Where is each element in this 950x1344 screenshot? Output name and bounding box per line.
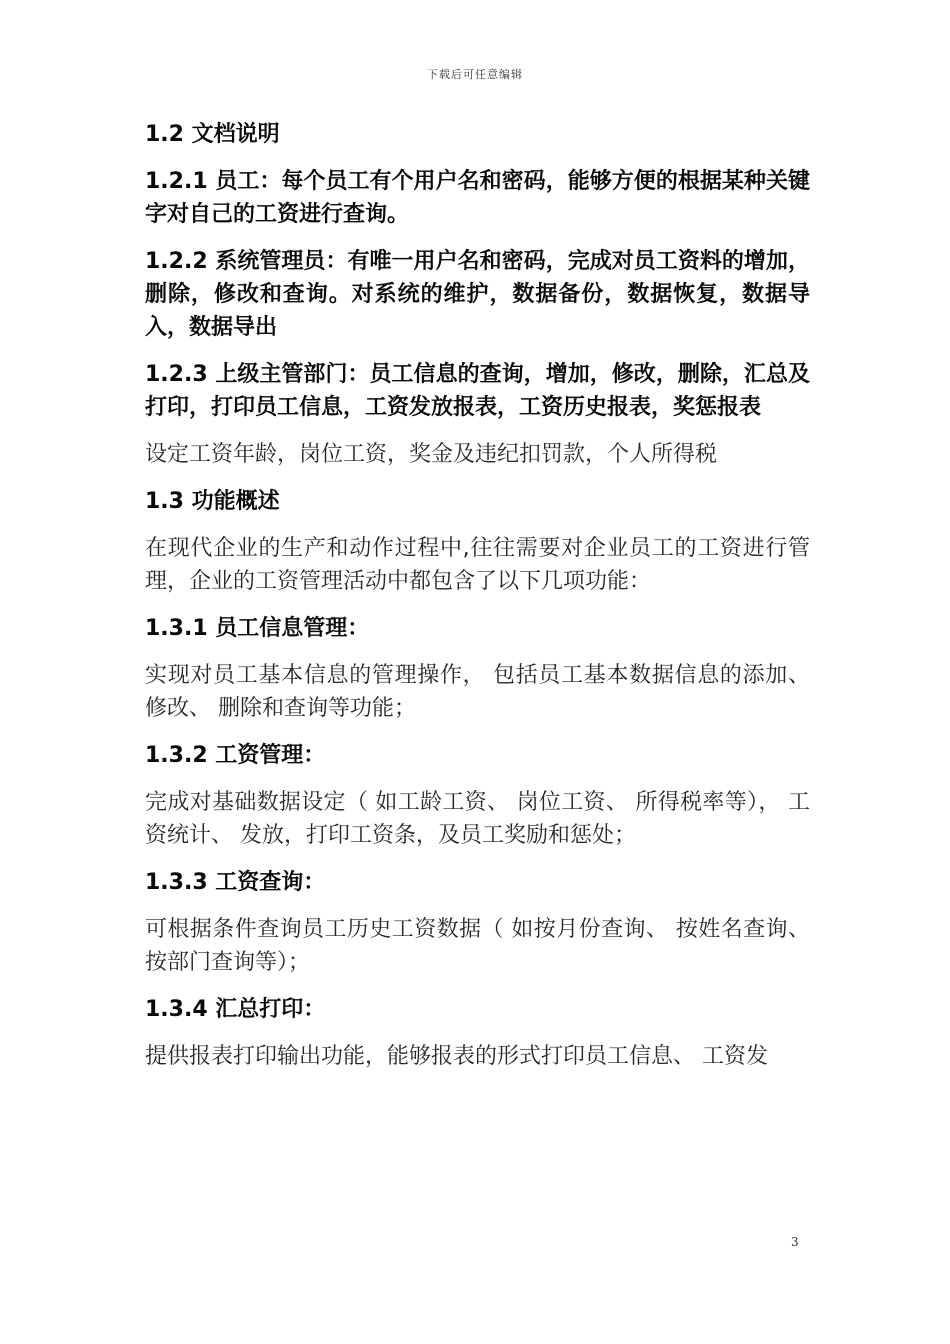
subheading-1-3-3: 1.3.3 工资查询： — [145, 870, 326, 895]
paragraph-summary-print: 提供报表打印输出功能，能够报表的形式打印员工信息、 工资发 — [145, 1044, 768, 1069]
paragraph-salary-query: 可根据条件查询员工历史工资数据（ 如按月份查询、 按姓名查询、 按部门查询等）； — [145, 917, 810, 975]
subheading-1-3-4: 1.3.4 汇总打印： — [145, 997, 326, 1022]
subheading-1-3-1: 1.3.1 员工信息管理： — [145, 616, 370, 641]
paragraph-salary-settings: 设定工资年龄，岗位工资，奖金及违纪扣罚款，个人所得税 — [145, 442, 718, 467]
paragraph-employee-info: 实现对员工基本信息的管理操作， 包括员工基本数据信息的添加、 修改、 删除和查询等功能； — [145, 663, 810, 721]
section-heading-1-3: 1.3 功能概述 — [145, 489, 280, 514]
page-number: 3 — [791, 1235, 799, 1249]
paragraph-1-2-2: 1.2.2 系统管理员：有唯一用户名和密码，完成对员工资料的增加，删除，修改和查询。对系统的维护，数据备份，数据恢复，数据导入，数据导出 — [145, 249, 810, 340]
subheading-1-3-2: 1.3.2 工资管理： — [145, 743, 326, 768]
paragraph-1-2-1: 1.2.1 员工：每个员工有个用户名和密码，能够方便的根据某种关键字对自己的工资进行查询。 — [145, 169, 810, 227]
paragraph-salary-management: 完成对基础数据设定（ 如工龄工资、 岗位工资、 所得税率等）， 工资统计、 发放，打印工资条，及员工奖励和惩处； — [145, 790, 810, 848]
paragraph-overview: 在现代企业的生产和动作过程中,往往需要对企业员工的工资进行管理，企业的工资管理活动中都包含了以下几项功能： — [145, 536, 810, 594]
document-body — [145, 118, 810, 1087]
page-header: 下载后可任意编辑 — [427, 68, 523, 81]
section-heading-1-2: 1.2 文档说明 — [145, 122, 280, 147]
paragraph-1-2-3: 1.2.3 上级主管部门：员工信息的查询，增加，修改，删除，汇总及打印，打印员工信息，工资发放报表，工资历史报表，奖惩报表 — [145, 362, 810, 420]
